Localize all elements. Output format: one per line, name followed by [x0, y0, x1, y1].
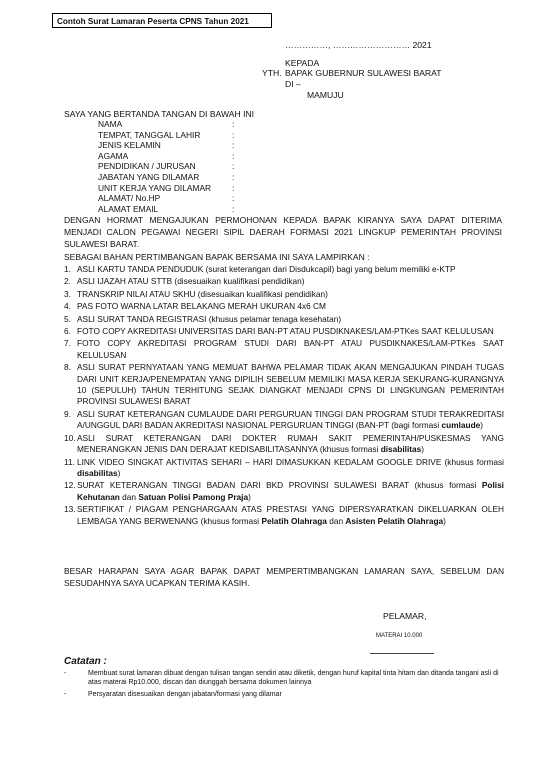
recipient-city: MAMUJU	[307, 90, 344, 100]
field-row: UNIT KERJA YANG DILAMAR :	[98, 182, 235, 193]
list-item: 13. SERTIFIKAT / PIAGAM PENGHARGAAN ATAS PRESTASI YANG DIPERSYARATKAN DIKELUARKAN OLEH LEMBAGA YANG BERWENANG (khusus formasi Pelatih Olahraga dan Asisten Pelatih Olahraga)	[64, 504, 504, 526]
field-label: UNIT KERJA YANG DILAMAR	[98, 182, 212, 193]
field-row: ALAMAT EMAIL :	[98, 203, 235, 214]
list-item: 7. FOTO COPY AKREDITASI PROGRAM STUDI DARI BAN-PT ATAU PUSDIKNAKES/LAM-PTKes SAAT KELULUSAN	[64, 338, 504, 360]
list-item: 12. SURAT KETERANGAN TINGGI BADAN DARI BKD PROVINSI SULAWESI BARAT (khusus formasi Polisi Kehutanan dan Satuan Polisi Pamong Praja)	[64, 480, 504, 502]
list-item: 10. ASLI SURAT KETERANGAN DARI DOKTER RUMAH SAKIT PEMERINTAH/PUSKESMAS YANG MENERANGKAN JENIS DAN DERAJAT KEDISABILITASANNYA (khusus formasi disabilitas)	[64, 432, 504, 455]
field-row: NAMA :	[98, 119, 235, 129]
field-label: TEMPAT, TANGGAL LAHIR	[98, 129, 201, 140]
field-label: AGAMA	[98, 150, 129, 161]
attachment-list	[64, 264, 504, 528]
recipient-name: BAPAK GUBERNUR SULAWESI BARAT	[285, 68, 442, 78]
list-item: 5. ASLI SURAT TANDA REGISTRASI (khusus pelamar tenaga kesehatan)	[64, 313, 342, 324]
list-item: 3. TRANSKRIP NILAI ATAU SKHU (disesuaikan kualifikasi pendidikan)	[64, 288, 328, 299]
note-item: - Membuat surat lamaran dibuat dengan tulisan tangan sendiri atau diketik, dengan huruf kapital tinta hitam dan ditanda tangani asli di atas materai Rp10.000, discan dan diunggah bersama dokumen lainnya	[64, 670, 499, 687]
signature-line	[370, 653, 434, 654]
attachments-intro: SEBAGAI BAHAN PERTIMBANGAN BAPAK BERSAMA INI SAYA LAMPIRKAN :	[64, 252, 370, 262]
document-title-box: Contoh Surat Lamaran Peserta CPNS Tahun 2021	[52, 13, 272, 28]
field-row: JABATAN YANG DILAMAR :	[98, 171, 235, 182]
field-label: ALAMAT/ No.HP	[98, 193, 161, 204]
date-line: ……………, ……………………… 2021	[285, 40, 432, 50]
di-label: DI –	[285, 79, 301, 89]
field-label: ALAMAT EMAIL	[98, 203, 159, 214]
stamp-duty-label: MATERAI 10.000	[376, 633, 423, 639]
list-item: 8. ASLI SURAT PERNYATAAN YANG MEMUAT BAHWA PELAMAR TIDAK AKAN MENGAJUKAN PINDAH TUGAS DARI UNIT KERJA/PENEMPATAN YANG DIPILIH SEBELUM MEMILIKI MASA KERJA SEKURANG-KURANGNYA 10 (SEPULUH) TAHUN TERHITUNG SEJAK DIANGKAT MENJADI CPNS DI LINGKUNGAN PEMERINTAH PROVINSI SULAWESI BARAT	[64, 362, 504, 407]
field-row: ALAMAT/ No.HP :	[98, 193, 235, 204]
list-item: 9. ASLI SURAT KETERANGAN CUMLAUDE DARI PERGURUAN TINGGI DAN PROGRAM STUDI TERAKREDITASI A/UNGGUL DARI BADAN AKREDITASI NASIONAL PERGURUAN TINGGI (BAN-PT (bagi formasi cumlaude)	[64, 408, 504, 431]
note-item: - Persyaratan disesuaikan dengan jabatan/formasi yang dilamar	[64, 691, 282, 699]
list-item: 6. FOTO COPY AKREDITASI UNIVERSITAS DARI BAN-PT ATAU PUSDIKNAKES/LAM-PTKes SAAT KELULUSAN	[64, 326, 494, 337]
list-item: 1. ASLI KARTU TANDA PENDUDUK (surat keterangan dari Disdukcapil) bagi yang belum memiliki e-KTP	[64, 264, 456, 274]
signature-label: PELAMAR,	[383, 611, 427, 621]
field-row: PENDIDIKAN / JURUSAN :	[98, 161, 235, 172]
field-label: PENDIDIKAN / JURUSAN	[98, 161, 196, 172]
field-row: JENIS KELAMIN :	[98, 140, 235, 151]
intro-line: SAYA YANG BERTANDA TANGAN DI BAWAH INI	[64, 109, 255, 119]
list-item: 2. ASLI IJAZAH ATAU STTB (disesuaikan kualifikasi pendidikan)	[64, 276, 305, 287]
applicant-fields	[98, 119, 240, 214]
field-label: JABATAN YANG DILAMAR	[98, 171, 200, 182]
notes-title: Catatan :	[64, 656, 107, 667]
list-item: 4. PAS FOTO WARNA LATAR BELAKANG MERAH UKURAN 4x6 CM	[64, 301, 326, 312]
notes-list	[64, 669, 504, 703]
request-paragraph: DENGAN HORMAT MENGAJUKAN PERMOHONAN KEPADA BAPAK KIRANYA SAYA DAPAT DITERIMA MENJADI CALON PEGAWAI NEGERI SIPIL DAERAH FORMASI 2021 LINGKUP PEMERINTAH PROVINSI SULAWESI BARAT.	[64, 215, 502, 250]
list-item: 11. LINK VIDEO SINGKAT AKTIVITAS SEHARI – HARI DIMASUKKAN KEDALAM GOOGLE DRIVE (khusus formasi disabilitas)	[64, 456, 504, 478]
field-label: JENIS KELAMIN	[98, 140, 161, 151]
field-row: TEMPAT, TANGGAL LAHIR :	[98, 129, 235, 140]
yth-label: YTH.	[262, 68, 282, 78]
field-label: NAMA	[98, 119, 123, 129]
closing-paragraph: BESAR HARAPAN SAYA AGAR BAPAK DAPAT MEMPERTIMBANGKAN LAMARAN SAYA, SEBELUM DAN SESUDAHNYA SAYA UCAPKAN TERIMA KASIH.	[64, 566, 504, 588]
kepada-label: KEPADA	[285, 58, 320, 68]
field-row: AGAMA :	[98, 150, 235, 161]
